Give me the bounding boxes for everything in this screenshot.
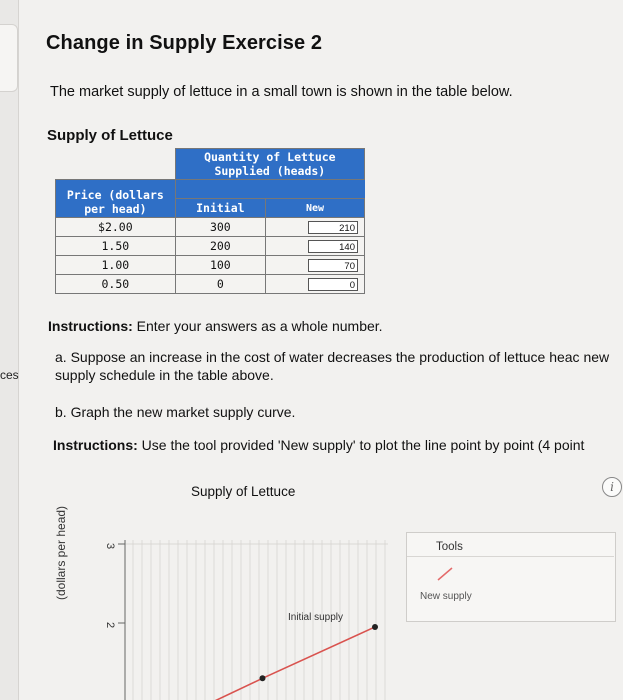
- price-cell: $2.00: [56, 218, 176, 237]
- initial-header: Initial: [175, 199, 265, 218]
- chart-grid: [125, 540, 388, 700]
- pencil-line-icon[interactable]: [430, 562, 460, 586]
- y-tick-label: 3: [104, 543, 116, 550]
- initial-cell: 200: [175, 237, 265, 256]
- new-quantity-input[interactable]: 140: [308, 240, 358, 253]
- supply-line: [163, 627, 376, 700]
- price-cell: 1.50: [56, 237, 176, 256]
- new-supply-tool[interactable]: New supply: [420, 591, 472, 602]
- supply-point: [372, 624, 378, 630]
- initial-cell: 100: [175, 256, 265, 275]
- initial-cell: 300: [175, 218, 265, 237]
- quantity-header: Quantity of Lettuce Supplied (heads): [175, 149, 364, 180]
- instructions-text: Use the tool provided 'New supply' to plot the line point by point (4 point: [137, 437, 585, 453]
- table-caption: Supply of Lettuce: [47, 127, 173, 144]
- initial-cell: 0: [175, 275, 265, 294]
- new-header: New: [265, 199, 364, 218]
- initial-supply-label: Initial supply: [288, 612, 344, 623]
- new-quantity-input[interactable]: 0: [308, 278, 358, 291]
- question-b: b. Graph the new market supply curve.: [55, 404, 296, 420]
- question-a: a. Suppose an increase in the cost of water decreases the production of lettuce heac new supply schedule in the table above.: [55, 349, 610, 383]
- tools-divider: [407, 556, 614, 557]
- price-cell: 0.50: [56, 275, 176, 294]
- y-axis-label: (dollars per head): [54, 505, 68, 600]
- price-cell: 1.00: [56, 256, 176, 275]
- info-icon[interactable]: i: [602, 477, 622, 497]
- new-quantity-input[interactable]: 210: [308, 221, 358, 234]
- price-header: Price (dollars per head): [56, 180, 176, 218]
- chart-title: Supply of Lettuce: [191, 484, 296, 499]
- instructions-label: Instructions:: [48, 318, 133, 334]
- new-quantity-input[interactable]: 70: [308, 259, 358, 272]
- sidebar-label: ces: [0, 368, 19, 382]
- y-tick-label: 2: [104, 622, 116, 629]
- instructions-text: Enter your answers as a whole number.: [132, 318, 383, 334]
- intro-text: The market supply of lettuce in a small town is shown in the table below.: [50, 84, 513, 100]
- tools-label: Tools: [436, 541, 463, 553]
- supply-point: [260, 675, 266, 681]
- instructions-label: Instructions:: [53, 437, 138, 453]
- page-title: Change in Supply Exercise 2: [46, 32, 323, 54]
